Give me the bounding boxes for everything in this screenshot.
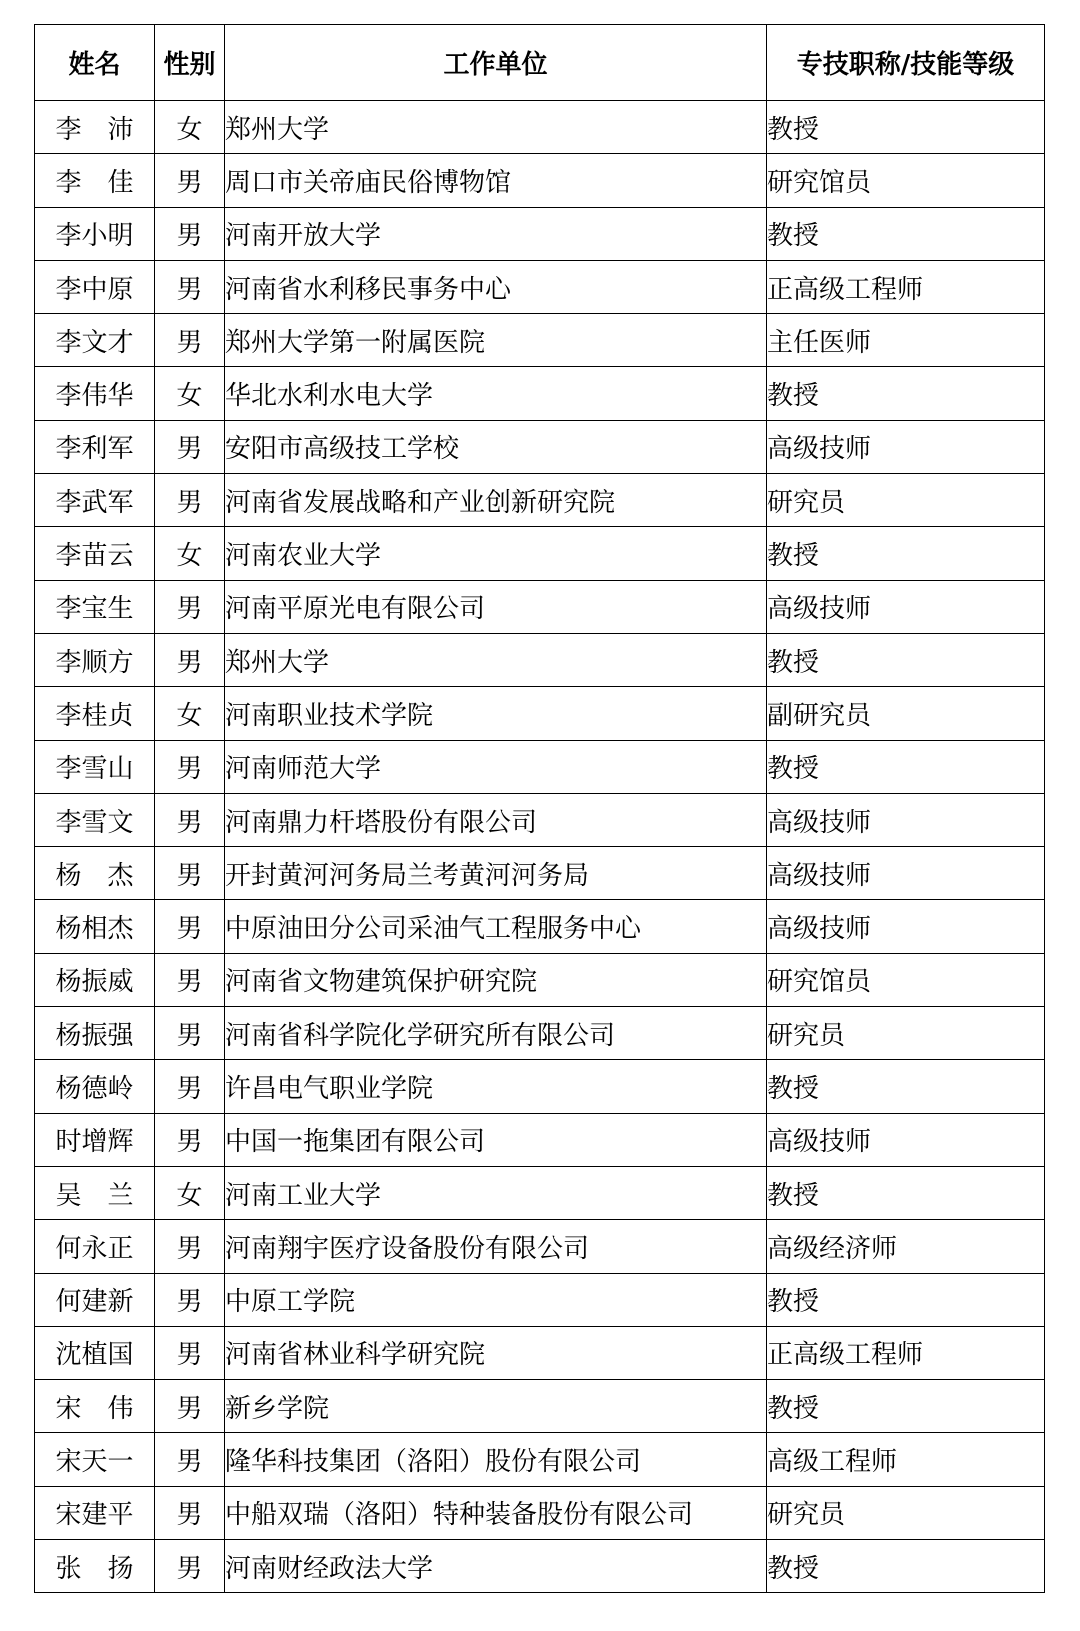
cell-gender: 女 — [155, 101, 225, 154]
cell-title: 教授 — [767, 633, 1045, 686]
cell-unit: 郑州大学第一附属医院 — [225, 314, 767, 367]
cell-title: 高级工程师 — [767, 1433, 1045, 1486]
cell-unit: 许昌电气职业学院 — [225, 1060, 767, 1113]
table-row — [35, 580, 1045, 633]
cell-unit: 河南师范大学 — [225, 740, 767, 793]
table-row — [35, 793, 1045, 846]
cell-name: 李雪文 — [35, 793, 155, 846]
table-row — [35, 1326, 1045, 1379]
cell-unit: 河南开放大学 — [225, 207, 767, 260]
cell-name: 杨 杰 — [35, 847, 155, 900]
table-row — [35, 1113, 1045, 1166]
cell-gender: 女 — [155, 1166, 225, 1219]
cell-unit: 河南平原光电有限公司 — [225, 580, 767, 633]
cell-gender: 男 — [155, 1486, 225, 1539]
table-row — [35, 314, 1045, 367]
personnel-table — [34, 24, 1045, 1593]
cell-unit: 河南省水利移民事务中心 — [225, 260, 767, 313]
header-unit: 工作单位 — [225, 25, 767, 101]
cell-title: 教授 — [767, 740, 1045, 793]
cell-title: 高级技师 — [767, 847, 1045, 900]
header-gender: 性别 — [155, 25, 225, 101]
cell-name: 李顺方 — [35, 633, 155, 686]
cell-unit: 河南翔宇医疗设备股份有限公司 — [225, 1220, 767, 1273]
cell-name: 杨振强 — [35, 1007, 155, 1060]
cell-unit: 河南农业大学 — [225, 527, 767, 580]
cell-gender: 男 — [155, 1220, 225, 1273]
header-name: 姓名 — [35, 25, 155, 101]
table-row — [35, 1380, 1045, 1433]
cell-gender: 男 — [155, 260, 225, 313]
cell-unit: 周口市关帝庙民俗博物馆 — [225, 154, 767, 207]
table-row — [35, 367, 1045, 420]
table-row — [35, 900, 1045, 953]
cell-name: 张 扬 — [35, 1540, 155, 1593]
cell-name: 李文才 — [35, 314, 155, 367]
cell-gender: 男 — [155, 847, 225, 900]
cell-gender: 女 — [155, 527, 225, 580]
cell-title: 高级技师 — [767, 580, 1045, 633]
cell-gender: 男 — [155, 953, 225, 1006]
cell-unit: 郑州大学 — [225, 633, 767, 686]
table-row — [35, 101, 1045, 154]
cell-name: 杨相杰 — [35, 900, 155, 953]
cell-name: 李桂贞 — [35, 687, 155, 740]
cell-title: 高级技师 — [767, 1113, 1045, 1166]
table-row — [35, 740, 1045, 793]
cell-name: 李苗云 — [35, 527, 155, 580]
cell-name: 宋建平 — [35, 1486, 155, 1539]
cell-unit: 新乡学院 — [225, 1380, 767, 1433]
cell-title: 研究员 — [767, 474, 1045, 527]
cell-unit: 河南省文物建筑保护研究院 — [225, 953, 767, 1006]
cell-gender: 男 — [155, 1326, 225, 1379]
cell-unit: 华北水利水电大学 — [225, 367, 767, 420]
cell-gender: 男 — [155, 1113, 225, 1166]
table-row — [35, 1060, 1045, 1113]
cell-title: 研究馆员 — [767, 953, 1045, 1006]
cell-title: 正高级工程师 — [767, 1326, 1045, 1379]
table-row — [35, 154, 1045, 207]
cell-name: 时增辉 — [35, 1113, 155, 1166]
table-row — [35, 687, 1045, 740]
cell-gender: 男 — [155, 1433, 225, 1486]
cell-title: 教授 — [767, 101, 1045, 154]
cell-title: 研究员 — [767, 1007, 1045, 1060]
cell-unit: 隆华科技集团（洛阳）股份有限公司 — [225, 1433, 767, 1486]
cell-name: 李雪山 — [35, 740, 155, 793]
cell-name: 李中原 — [35, 260, 155, 313]
cell-title: 教授 — [767, 367, 1045, 420]
table-row — [35, 527, 1045, 580]
cell-unit: 河南鼎力杆塔股份有限公司 — [225, 793, 767, 846]
table-row — [35, 1007, 1045, 1060]
table-row — [35, 260, 1045, 313]
cell-name: 吴 兰 — [35, 1166, 155, 1219]
cell-name: 李小明 — [35, 207, 155, 260]
cell-title: 高级技师 — [767, 420, 1045, 473]
table-row — [35, 1273, 1045, 1326]
cell-gender: 男 — [155, 793, 225, 846]
table-row — [35, 847, 1045, 900]
table-row — [35, 1220, 1045, 1273]
cell-title: 副研究员 — [767, 687, 1045, 740]
cell-gender: 男 — [155, 420, 225, 473]
cell-gender: 男 — [155, 207, 225, 260]
cell-title: 主任医师 — [767, 314, 1045, 367]
cell-unit: 中原工学院 — [225, 1273, 767, 1326]
cell-name: 李伟华 — [35, 367, 155, 420]
header-title: 专技职称/技能等级 — [767, 25, 1045, 101]
cell-gender: 男 — [155, 740, 225, 793]
cell-name: 宋天一 — [35, 1433, 155, 1486]
cell-unit: 中船双瑞（洛阳）特种装备股份有限公司 — [225, 1486, 767, 1539]
table-row — [35, 633, 1045, 686]
table-row — [35, 1540, 1045, 1593]
cell-title: 教授 — [767, 1166, 1045, 1219]
cell-unit: 中原油田分公司采油气工程服务中心 — [225, 900, 767, 953]
cell-name: 何永正 — [35, 1220, 155, 1273]
header-row — [35, 25, 1045, 101]
table-row — [35, 1433, 1045, 1486]
cell-gender: 男 — [155, 580, 225, 633]
table-row — [35, 420, 1045, 473]
cell-title: 教授 — [767, 1380, 1045, 1433]
cell-name: 李利军 — [35, 420, 155, 473]
cell-gender: 男 — [155, 1007, 225, 1060]
table-row — [35, 1166, 1045, 1219]
cell-gender: 男 — [155, 1380, 225, 1433]
cell-title: 高级经济师 — [767, 1220, 1045, 1273]
cell-name: 李 佳 — [35, 154, 155, 207]
cell-name: 杨德岭 — [35, 1060, 155, 1113]
cell-title: 正高级工程师 — [767, 260, 1045, 313]
cell-unit: 河南职业技术学院 — [225, 687, 767, 740]
cell-gender: 男 — [155, 1273, 225, 1326]
cell-unit: 郑州大学 — [225, 101, 767, 154]
cell-title: 研究员 — [767, 1486, 1045, 1539]
cell-gender: 男 — [155, 633, 225, 686]
cell-title: 教授 — [767, 527, 1045, 580]
cell-title: 教授 — [767, 1060, 1045, 1113]
cell-unit: 中国一拖集团有限公司 — [225, 1113, 767, 1166]
cell-name: 宋 伟 — [35, 1380, 155, 1433]
cell-name: 沈植国 — [35, 1326, 155, 1379]
table-row — [35, 474, 1045, 527]
cell-unit: 开封黄河河务局兰考黄河河务局 — [225, 847, 767, 900]
cell-gender: 女 — [155, 367, 225, 420]
table-header — [35, 25, 1045, 101]
cell-name: 李 沛 — [35, 101, 155, 154]
cell-unit: 河南省发展战略和产业创新研究院 — [225, 474, 767, 527]
cell-title: 教授 — [767, 1540, 1045, 1593]
cell-unit: 河南省林业科学研究院 — [225, 1326, 767, 1379]
cell-name: 李宝生 — [35, 580, 155, 633]
cell-gender: 女 — [155, 687, 225, 740]
cell-name: 李武军 — [35, 474, 155, 527]
cell-gender: 男 — [155, 474, 225, 527]
table-row — [35, 1486, 1045, 1539]
cell-unit: 河南省科学院化学研究所有限公司 — [225, 1007, 767, 1060]
table-body — [35, 101, 1045, 1593]
cell-title: 教授 — [767, 207, 1045, 260]
cell-title: 研究馆员 — [767, 154, 1045, 207]
cell-unit: 河南工业大学 — [225, 1166, 767, 1219]
cell-title: 高级技师 — [767, 900, 1045, 953]
table-row — [35, 207, 1045, 260]
cell-gender: 男 — [155, 900, 225, 953]
table-row — [35, 953, 1045, 1006]
cell-gender: 男 — [155, 314, 225, 367]
cell-unit: 河南财经政法大学 — [225, 1540, 767, 1593]
cell-title: 教授 — [767, 1273, 1045, 1326]
cell-title: 高级技师 — [767, 793, 1045, 846]
cell-name: 杨振威 — [35, 953, 155, 1006]
cell-name: 何建新 — [35, 1273, 155, 1326]
cell-gender: 男 — [155, 1540, 225, 1593]
cell-unit: 安阳市高级技工学校 — [225, 420, 767, 473]
cell-gender: 男 — [155, 1060, 225, 1113]
cell-gender: 男 — [155, 154, 225, 207]
